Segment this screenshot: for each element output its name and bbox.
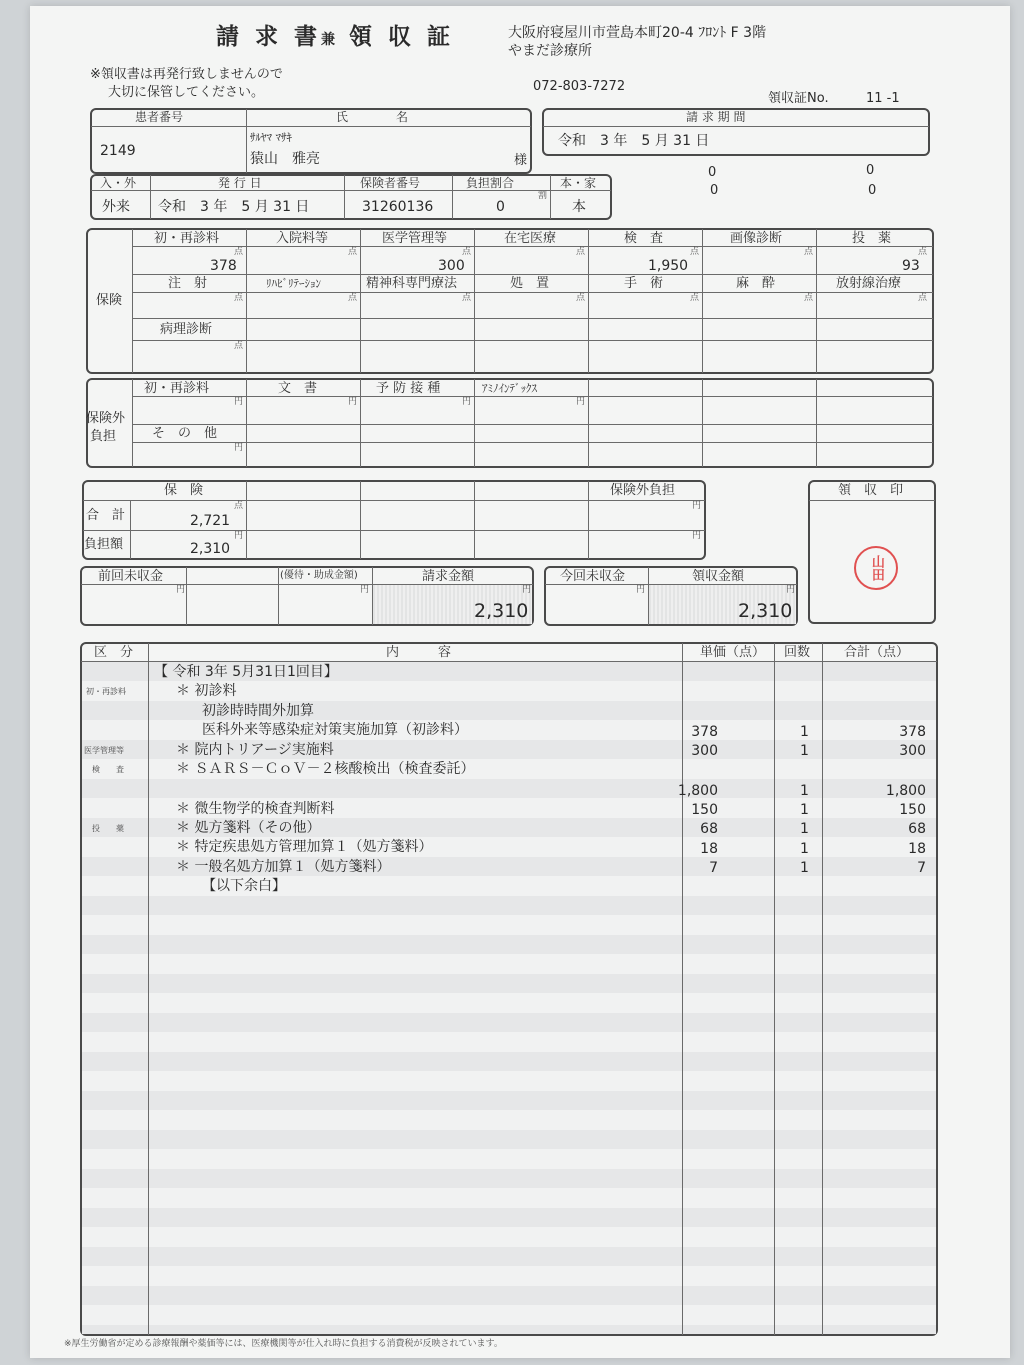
- ins-value-igaku: 300: [438, 258, 465, 274]
- detail-unit-price: 18: [700, 841, 718, 857]
- non-insurance-label-2: 負担: [90, 429, 117, 444]
- unit-pt-r2-5: 点: [690, 293, 700, 303]
- noins-header-yobo: 予 防 接 種: [376, 381, 441, 396]
- received-unit: 円: [786, 585, 796, 595]
- ins-header-kensa: 検 査: [624, 231, 664, 246]
- issue-date-header: 発 行 日: [218, 176, 262, 190]
- detail-total: 7: [917, 860, 926, 876]
- burden-label: 負担額: [84, 537, 124, 552]
- unit-pt-4: 点: [576, 247, 586, 257]
- unit-pt-r3: 点: [234, 341, 244, 351]
- detail-qty: 1: [800, 802, 809, 818]
- detail-total: 18: [908, 841, 926, 857]
- patient-id-label: 患者番号: [135, 110, 184, 124]
- ins-value-kensa: 1,950: [648, 258, 689, 274]
- noins-header-amino: ｱﾐﾉｲﾝﾃﾞｯｸｽ: [482, 382, 537, 395]
- subsidy-unit: 円: [360, 585, 370, 595]
- copay-ratio-header: 負担割合: [466, 176, 515, 190]
- clinic-name: やまだ診療所: [508, 43, 592, 59]
- ins-header-hoshasen: 放射線治療: [836, 276, 902, 291]
- detail-unit-price: 300: [691, 743, 718, 759]
- zero-value-2: 0: [866, 163, 875, 178]
- billing-period-value: 令和 3 年 5 月 31 日: [558, 133, 710, 149]
- detail-header-qty: 回数: [784, 645, 811, 660]
- ins-header-nyuin: 入院料等: [276, 231, 329, 246]
- detail-content: 【以下余白】: [202, 878, 286, 894]
- ins-header-rehab: ﾘﾊﾋﾞﾘﾃｰｼｮﾝ: [266, 277, 321, 290]
- billed-amount-label: 請求金額: [422, 569, 475, 584]
- ins-header-shoshin: 初・再診料: [154, 231, 220, 246]
- clinic-seal: [854, 546, 898, 590]
- unit-pt-r2-7: 点: [918, 293, 928, 303]
- unit-pt-3: 点: [462, 247, 472, 257]
- burden-amount: 2,310: [190, 541, 231, 557]
- patient-name-label: 氏 名: [336, 110, 409, 124]
- detail-content: ＊ 微生物学的検査判断料: [176, 801, 335, 817]
- detail-header-category: 区 分: [94, 645, 134, 660]
- ins-value-shoshin: 378: [210, 258, 237, 274]
- unit-pt-r2-4: 点: [576, 293, 586, 303]
- insured-type-header: 本・家: [560, 176, 597, 190]
- issue-date: 令和 3 年 5 月 31 日: [158, 199, 310, 215]
- detail-qty: 1: [800, 724, 809, 740]
- detail-total: 150: [899, 802, 926, 818]
- detail-total: 378: [899, 724, 926, 740]
- unit-pt-7: 点: [918, 247, 928, 257]
- detail-unit-price: 7: [709, 860, 718, 876]
- totals-insurance-header: 保 険: [164, 483, 204, 498]
- noins-header-bunsho: 文 書: [278, 381, 318, 396]
- patient-name: 猿山 雅亮: [250, 151, 320, 167]
- receipt-stamp-label: 領 収 印: [838, 483, 904, 498]
- receipt-paper: [30, 6, 1010, 1358]
- unit-pt-r2-2: 点: [348, 293, 358, 303]
- curr-unpaid-unit: 円: [636, 585, 646, 595]
- noins-header-shoshin: 初・再診料: [144, 381, 210, 396]
- totals-noninsurance-header: 保険外負担: [610, 483, 676, 498]
- detail-total: 300: [899, 743, 926, 759]
- non-insurance-label-1: 保険外: [86, 411, 126, 426]
- visit-type: 外来: [102, 199, 130, 215]
- unit-yen-n4: 円: [576, 397, 586, 407]
- unit-yen-n2: 円: [348, 397, 358, 407]
- insured-type: 本: [572, 199, 586, 215]
- prev-unpaid-label: 前回未収金: [98, 569, 164, 584]
- ins-header-seishin: 精神科専門療法: [366, 276, 458, 291]
- patient-honorific: 様: [514, 153, 528, 168]
- received-amount-label: 領収金額: [692, 569, 745, 584]
- zero-value-1: 0: [708, 165, 717, 180]
- detail-unit-price: 1,800: [677, 783, 718, 799]
- ins-value-toyaku: 93: [902, 258, 920, 274]
- detail-category: 投 薬: [92, 824, 124, 833]
- detail-content: ＊ 院内トリアージ実施料: [176, 742, 334, 758]
- ins-header-byori: 病理診断: [160, 322, 213, 337]
- detail-header-total: 合計（点）: [844, 645, 910, 660]
- detail-category: 医学管理等: [84, 746, 124, 755]
- copay-ratio: 0: [496, 199, 505, 215]
- ins-header-zaitaku: 在宅医療: [504, 231, 557, 246]
- total-label: 合 計: [86, 508, 126, 523]
- ins-header-shochi: 処 置: [510, 276, 550, 291]
- detail-qty: 1: [800, 783, 809, 799]
- detail-header-unit-price: 単価（点）: [700, 645, 766, 660]
- unit-yen-n5: 円: [234, 443, 244, 453]
- receipt-number: 11 -1: [866, 91, 900, 106]
- ins-header-masui: 麻 酔: [736, 276, 776, 291]
- title-invoice: 請 求 書: [216, 24, 322, 50]
- detail-category: 初・再診料: [86, 687, 126, 696]
- detail-qty: 1: [800, 841, 809, 857]
- total-points: 2,721: [190, 513, 231, 529]
- unit-pt-r2-6: 点: [804, 293, 814, 303]
- detail-content: 医科外来等感染症対策実施加算（初診料）: [202, 722, 468, 738]
- billing-period-label: 請 求 期 間: [686, 110, 746, 124]
- detail-content: 【 令和 3年 5月31日1回目】: [154, 664, 338, 680]
- burden-unit-yen: 円: [234, 531, 244, 541]
- burden-unit-yen-noins: 円: [692, 531, 702, 541]
- zero-value-3: 0: [710, 183, 719, 198]
- ins-header-shujutsu: 手 術: [624, 276, 664, 291]
- total-unit-yen-noins: 円: [692, 501, 702, 511]
- detail-content: ＊ 一般名処方加算１（処方箋料）: [176, 859, 391, 875]
- detail-unit-price: 68: [700, 821, 718, 837]
- unit-pt-1: 点: [234, 247, 244, 257]
- received-amount: 2,310: [738, 600, 793, 622]
- ins-header-gazo: 画像診断: [730, 231, 783, 246]
- noins-header-other: そ の 他: [152, 426, 218, 441]
- detail-unit-price: 150: [691, 802, 718, 818]
- prev-unpaid-unit: 円: [176, 585, 186, 595]
- detail-content: 初診時時間外加算: [202, 703, 314, 719]
- copay-ratio-unit: 割: [538, 191, 548, 201]
- clinic-address: 大阪府寝屋川市萱島本町20-4 ﾌﾛﾝﾄ F 3階: [508, 25, 767, 41]
- insurer-number-header: 保険者番号: [360, 176, 421, 190]
- clinic-phone: 072-803-7272: [533, 79, 626, 94]
- detail-content: ＊ 初診料: [176, 683, 237, 699]
- unit-yen-n1: 円: [234, 397, 244, 407]
- document-title: [216, 26, 454, 49]
- insurance-label: 保険: [96, 293, 123, 308]
- detail-content: ＊ 処方箋料（その他）: [176, 820, 321, 836]
- detail-qty: 1: [800, 860, 809, 876]
- detail-content: ＊ ＳＡＲＳ－ＣｏＶ－２核酸検出（検査委託）: [176, 761, 475, 777]
- reissue-note-2: 大切に保管してください。: [108, 85, 265, 100]
- detail-qty: 1: [800, 821, 809, 837]
- subsidy-label: (優待・助成金額): [280, 570, 358, 581]
- unit-pt-r2-3: 点: [462, 293, 472, 303]
- curr-unpaid-label: 今回未収金: [560, 569, 626, 584]
- receipt-number-label: 領収証No.: [768, 91, 829, 106]
- detail-category: 検 査: [92, 765, 124, 774]
- zero-value-4: 0: [868, 183, 877, 198]
- detail-unit-price: 378: [691, 724, 718, 740]
- detail-qty: 1: [800, 743, 809, 759]
- total-unit-pt: 点: [234, 501, 244, 511]
- visit-type-header: 入・外: [100, 176, 137, 190]
- ins-header-chusha: 注 射: [168, 276, 208, 291]
- ins-header-toyaku: 投 薬: [852, 231, 892, 246]
- detail-total: 68: [908, 821, 926, 837]
- title-receipt: 領 収 証: [349, 24, 455, 50]
- title-connector: 兼: [321, 32, 340, 48]
- ins-header-igaku: 医学管理等: [382, 231, 448, 246]
- detail-content: ＊ 特定疾患処方管理加算１（処方箋料）: [176, 839, 433, 855]
- footer-note: ※厚生労働省が定める診療報酬や薬価等には、医療機関等が仕入れ時に負担する消費税が反映されています。: [64, 1339, 503, 1349]
- reissue-note-1: ※領収書は再発行致しませんので: [90, 67, 283, 82]
- unit-pt-5: 点: [690, 247, 700, 257]
- unit-yen-n3: 円: [462, 397, 472, 407]
- clinic-seal-text: 山田: [868, 555, 884, 581]
- billed-amount: 2,310: [474, 600, 529, 622]
- patient-kana: ｻﾙﾔﾏ ﾏｻｷ: [250, 131, 292, 144]
- unit-pt-2: 点: [348, 247, 358, 257]
- unit-pt-6: 点: [804, 247, 814, 257]
- insurer-number: 31260136: [362, 199, 434, 215]
- billed-unit: 円: [522, 585, 532, 595]
- detail-header-content: 内 容: [386, 645, 452, 660]
- patient-id: 2149: [100, 143, 136, 159]
- detail-total: 1,800: [885, 783, 926, 799]
- unit-pt-r2-1: 点: [234, 293, 244, 303]
